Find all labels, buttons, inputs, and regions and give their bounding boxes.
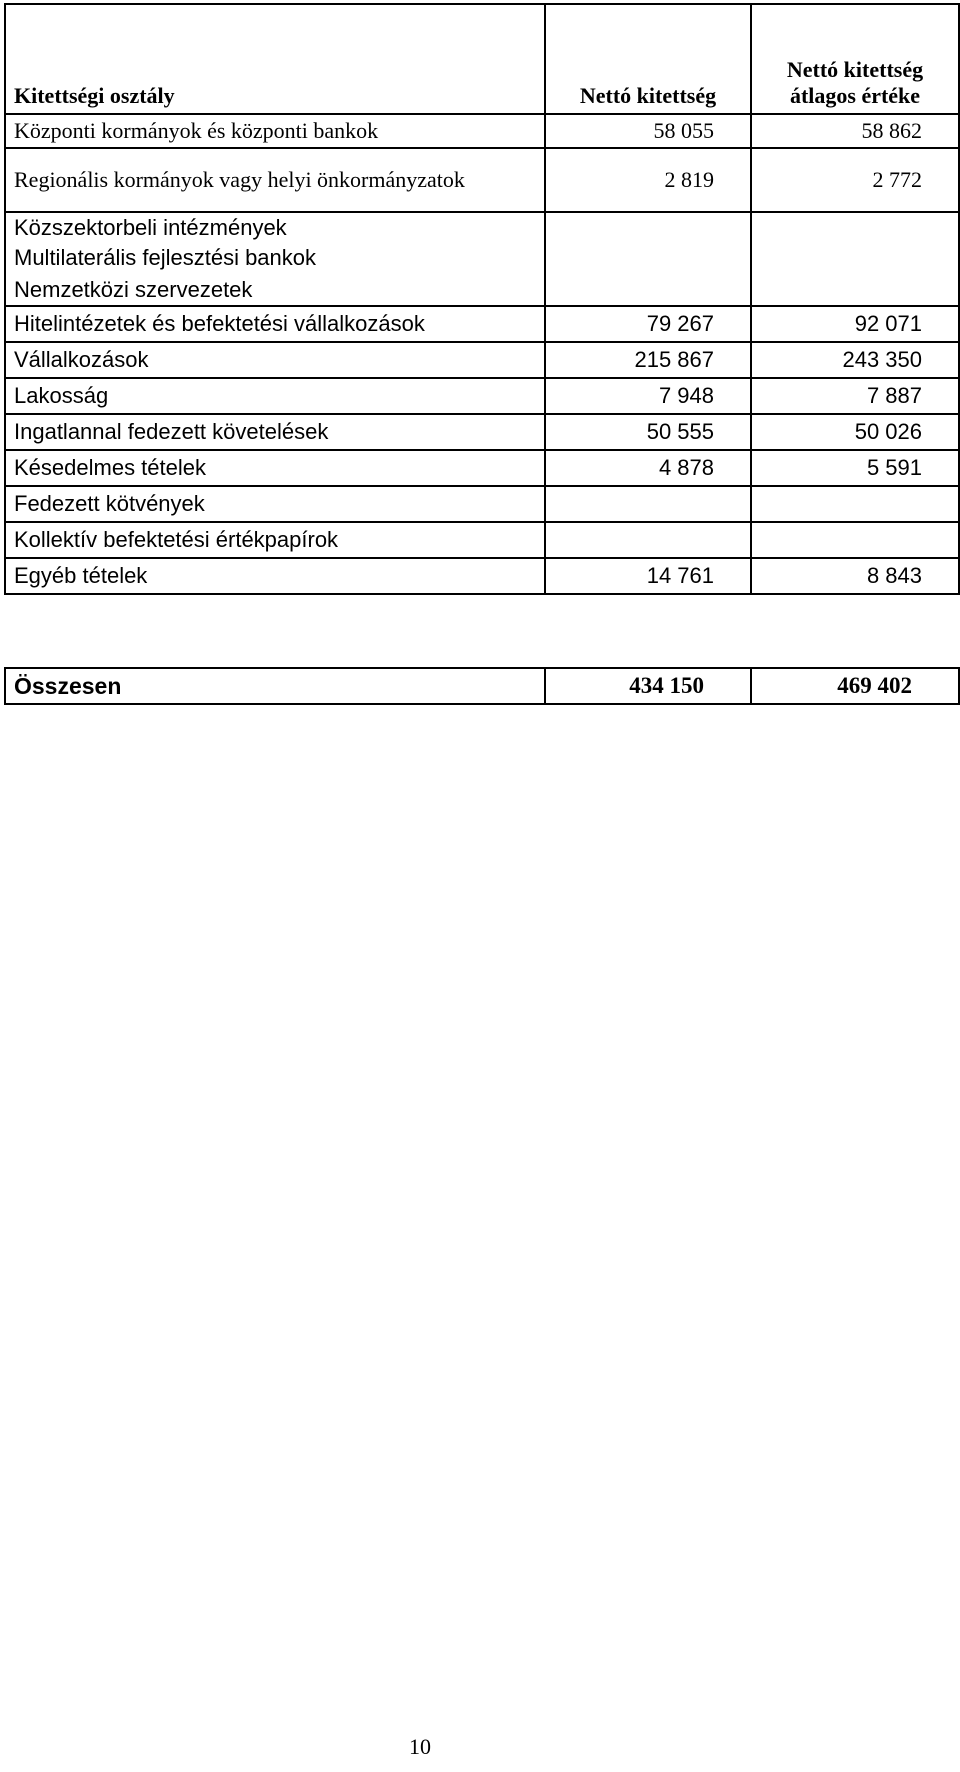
row-label: Egyéb tételek xyxy=(5,558,545,594)
row-avg-value: 5 591 xyxy=(751,450,959,486)
row-label: Hitelintézetek és befektetési vállalkozások xyxy=(5,306,545,342)
table-row xyxy=(5,114,959,148)
total-avg-value: 469 402 xyxy=(751,668,959,704)
table-row xyxy=(5,148,959,212)
row-net-value: 79 267 xyxy=(545,306,751,342)
row-label: Multilaterális fejlesztési bankok xyxy=(5,242,545,274)
row-net-value: 2 819 xyxy=(545,148,751,212)
table-row xyxy=(5,274,959,306)
row-avg-value xyxy=(751,274,959,306)
row-avg-value: 58 862 xyxy=(751,114,959,148)
row-net-value: 215 867 xyxy=(545,342,751,378)
row-avg-value: 7 887 xyxy=(751,378,959,414)
row-avg-value: 50 026 xyxy=(751,414,959,450)
row-label: Késedelmes tételek xyxy=(5,450,545,486)
total-table xyxy=(4,667,960,705)
header-average-line1: Nettó kitettség xyxy=(786,57,924,82)
row-label: Ingatlannal fedezett követelések xyxy=(5,414,545,450)
row-avg-value xyxy=(751,486,959,522)
table-row xyxy=(5,486,959,522)
row-net-value xyxy=(545,486,751,522)
table-row xyxy=(5,242,959,274)
row-label: Fedezett kötvények xyxy=(5,486,545,522)
table-row xyxy=(5,378,959,414)
row-net-value xyxy=(545,522,751,558)
row-label: Regionális kormányok vagy helyi önkormányzatok xyxy=(5,148,545,212)
row-label: Közszektorbeli intézmények xyxy=(5,212,545,242)
row-net-value xyxy=(545,242,751,274)
table-row xyxy=(5,450,959,486)
row-net-value: 4 878 xyxy=(545,450,751,486)
total-row xyxy=(5,668,959,704)
row-net-value: 50 555 xyxy=(545,414,751,450)
table-row xyxy=(5,558,959,594)
header-average-net-exposure xyxy=(751,4,959,114)
header-average-line2: átlagos értéke xyxy=(789,83,921,108)
row-avg-value xyxy=(751,522,959,558)
row-label: Vállalkozások xyxy=(5,342,545,378)
page-number: 10 xyxy=(409,1734,431,1759)
row-avg-value xyxy=(751,212,959,242)
table-row xyxy=(5,212,959,242)
row-net-value xyxy=(545,274,751,306)
row-avg-value: 2 772 xyxy=(751,148,959,212)
row-label: Kollektív befektetési értékpapírok xyxy=(5,522,545,558)
header-net-exposure: Nettó kitettség xyxy=(545,4,751,114)
table-row xyxy=(5,306,959,342)
header-category: Kitettségi osztály xyxy=(5,4,545,114)
row-label: Lakosság xyxy=(5,378,545,414)
row-avg-value: 8 843 xyxy=(751,558,959,594)
total-net-value: 434 150 xyxy=(545,668,751,704)
row-net-value: 7 948 xyxy=(545,378,751,414)
row-label: Központi kormányok és központi bankok xyxy=(5,114,545,148)
row-avg-value: 92 071 xyxy=(751,306,959,342)
total-label: Összesen xyxy=(5,668,545,704)
row-label: Nemzetközi szervezetek xyxy=(5,274,545,306)
exposure-table xyxy=(4,3,960,595)
table-row xyxy=(5,342,959,378)
row-avg-value xyxy=(751,242,959,274)
row-net-value: 58 055 xyxy=(545,114,751,148)
row-net-value xyxy=(545,212,751,242)
table-row xyxy=(5,522,959,558)
table-row xyxy=(5,414,959,450)
table-header-row xyxy=(5,4,959,114)
row-avg-value: 243 350 xyxy=(751,342,959,378)
row-net-value: 14 761 xyxy=(545,558,751,594)
